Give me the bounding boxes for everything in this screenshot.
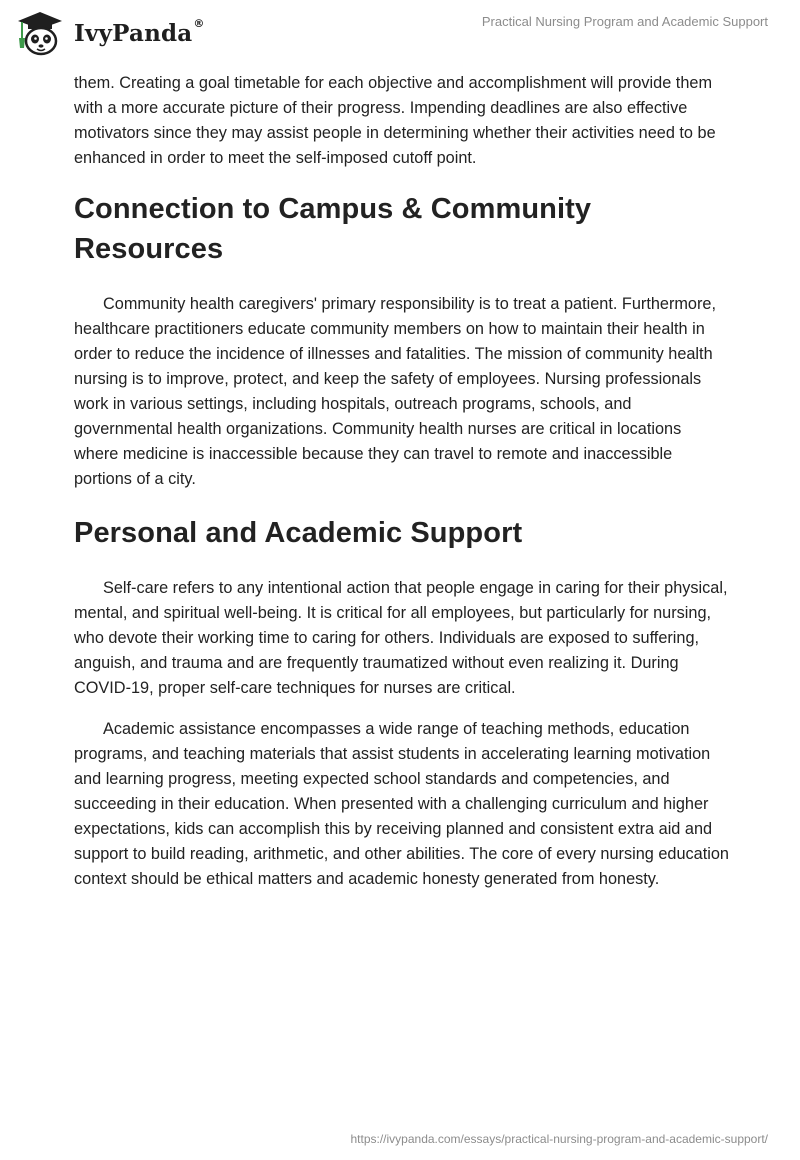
ivypanda-logo[interactable]	[14, 8, 205, 58]
essay-body	[74, 71, 730, 908]
continuation-paragraph: them. Creating a goal timetable for each objective and accomplishment will provide them with a more accurate picture of their progress. Impending deadlines are also effective motivators since they may assist people in determining whether their activities need to be enhanced in order to meet the self-imposed cutoff point.	[74, 74, 716, 167]
panda-graduation-cap-icon	[14, 8, 66, 58]
brand-name: IvyPanda®	[74, 16, 205, 47]
body-paragraph: Self-care refers to any intentional action that people engage in caring for their physical, mental, and spiritual well-being. It is critical for all employees, but particularly for nursing, who devote their working time to caring for others. Individuals are exposed to suffering, anguish, and trauma and are frequently traumatized without even realizing it. During COVID-19, proper self-care techniques for nurses are critical.	[74, 579, 728, 697]
section-heading-personal-academic-support: Personal and Academic Support	[74, 517, 523, 549]
source-url[interactable]: https://ivypanda.com/essays/practical-nursing-program-and-academic-support/	[350, 1132, 768, 1146]
registered-mark: ®	[193, 16, 205, 30]
body-paragraph: Academic assistance encompasses a wide range of teaching methods, education programs, and teaching materials that assist students in accelerating learning motivation and learning progress, meeting expected school standards and competencies, and succeeding in their education. When presented with a challenging curriculum and higher expectations, kids can accomplish this by receiving planned and consistent extra aid and support to build reading, arithmetic, and other abilities. The core of every nursing education context should be ethical matters and academic honesty generated from honesty.	[74, 720, 729, 888]
section-heading-campus-resources: Connection to Campus & Community Resources	[74, 193, 592, 265]
page-header	[0, 0, 800, 62]
page-title: Practical Nursing Program and Academic Support	[481, 14, 768, 29]
body-paragraph: Community health caregivers' primary responsibility is to treat a patient. Furthermore, healthcare practitioners educate community members on how to maintain their health in order to reduce the incidence of illnesses and fatalities. The mission of community health nursing is to improve, protect, and keep the safety of employees. Nursing professionals work in various settings, including hospitals, outreach programs, schools, and governmental health organizations. Community health nurses are critical in locations where medicine is inaccessible because they can travel to remote and inaccessible portions of a city.	[74, 295, 716, 488]
